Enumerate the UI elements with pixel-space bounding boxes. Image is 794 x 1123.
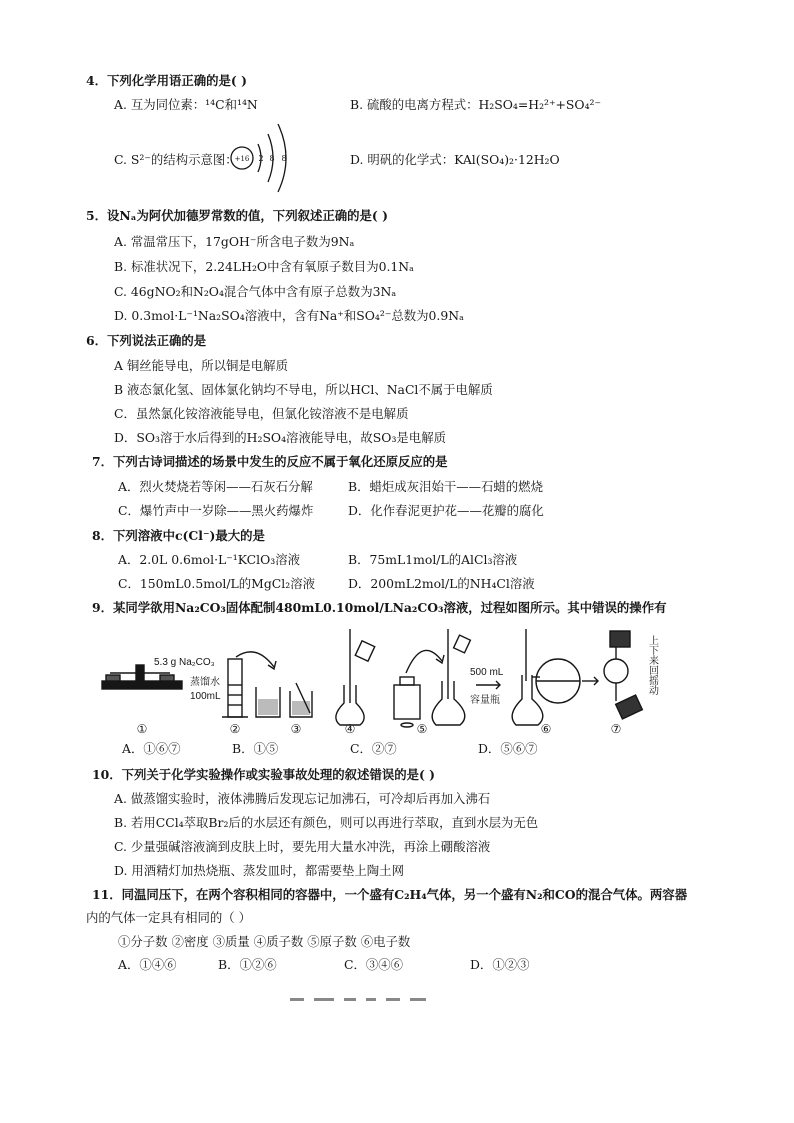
- fig-water-label: 蒸馏水: [190, 677, 220, 688]
- q7-stem: 7．下列古诗词描述的场景中发生的反应不属于氧化还原反应的是: [92, 454, 448, 469]
- q8-stem: 8．下列溶液中c(Cl⁻)最大的是: [92, 528, 265, 543]
- q5-stem: 5．设Nₐ为阿伏加德罗常数的值，下列叙述正确的是( ): [86, 208, 388, 223]
- shell-3-electrons: 8: [281, 154, 287, 163]
- shell-2-electrons: 8: [269, 154, 275, 163]
- q5-option-d: D. 0.3mol·L⁻¹Na₂SO₄溶液中，含有Na⁺和SO₄²⁻总数为0.9Nₐ: [114, 308, 464, 323]
- q10-stem: 10．下列关于化学实验操作或实验事故处理的叙述错误的是( ): [92, 767, 436, 782]
- q5-option-b: B. 标准状况下，2.24LH₂O中含有氧原子数目为0.1Nₐ: [114, 259, 414, 274]
- dropper-flask-icon: [512, 629, 580, 725]
- step-label-5: ⑤: [416, 722, 428, 736]
- q6-option-a: A 铜丝能导电，所以铜是电解质: [114, 358, 288, 373]
- q11-items: ①分子数 ②密度 ③质量 ④质子数 ⑤原子数 ⑥电子数: [118, 934, 411, 949]
- reagent-bottle-icon: [394, 650, 444, 727]
- fig-flask-label-1: 500 mL: [470, 667, 504, 678]
- q4-option-c: C. S²⁻的结构示意图：: [114, 152, 238, 167]
- q6-stem: 6．下列说法正确的是: [86, 333, 207, 348]
- page-footer-cropped: [290, 990, 450, 996]
- step-label-7: ⑦: [610, 722, 622, 736]
- q4-option-a: A. 互为同位素：¹⁴C和¹⁴N: [114, 97, 258, 112]
- q11-option-c: C．③④⑥: [344, 957, 404, 972]
- q10-option-c: C. 少量强碱溶液滴到皮肤上时，要先用大量水冲洗，再涂上硼酸溶液: [114, 839, 491, 854]
- q7-option-b: B．蜡炬成灰泪始干——石蜡的燃烧: [348, 479, 543, 494]
- q7-option-a: A．烈火焚烧若等闲——石灰石分解: [118, 479, 313, 494]
- q8-option-d: D．200mL2mol/L的NH₄Cl溶液: [348, 576, 535, 591]
- q7-option-d: D．化作春泥更护花——花瓣的腐化: [348, 503, 544, 518]
- q8-option-a: A．2.0L 0.6mol·L⁻¹KClO₃溶液: [118, 552, 301, 567]
- q4-option-b: B. 硫酸的电离方程式：H₂SO₄=H₂²⁺+SO₄²⁻: [350, 97, 602, 112]
- step-label-6: ⑥: [540, 722, 552, 736]
- solution-preparation-figure: [96, 625, 666, 737]
- q11-option-d: D．①②③: [470, 957, 530, 972]
- q9-option-d: D．⑤⑥⑦: [478, 741, 538, 756]
- q10-option-b: B. 若用CCl₄萃取Br₂后的水层还有颜色，则可以再进行萃取，直到水层为无色: [114, 815, 539, 830]
- q8-option-b: B．75mL1mol/L的AlCl₃溶液: [348, 552, 518, 567]
- beaker-icon: [256, 687, 280, 717]
- volumetric-flask-icon: [432, 629, 470, 725]
- q4-option-d: D. 明矾的化学式：KAl(SO₄)₂·12H₂O: [350, 152, 560, 167]
- q9-option-b: B．①⑤: [232, 741, 279, 756]
- fig-water-volume: 100mL: [190, 691, 221, 702]
- fig-mass-label: 5.3 g Na₂CO₃: [154, 657, 215, 668]
- q6-option-c: C．虽然氯化铵溶液能导电，但氯化铵溶液不是电解质: [114, 406, 409, 421]
- fig-shake-label: 上下来回摇动: [646, 635, 658, 695]
- q7-option-c: C．爆竹声中一岁除——黑火药爆炸: [118, 503, 314, 518]
- q10-option-d: D. 用酒精灯加热烧瓶、蒸发皿时，都需要垫上陶土网: [114, 863, 404, 878]
- q9-stem: 9．某同学欲用Na₂CO₃固体配制480mL0.10mol/LNa₂CO₃溶液，过程如图所示。其中错误的操作有: [92, 600, 667, 615]
- step-label-3: ③: [290, 722, 302, 736]
- step-label-2: ②: [229, 722, 241, 736]
- q10-option-a: A. 做蒸馏实验时，液体沸腾后发现忘记加沸石，可冷却后再加入沸石: [114, 791, 491, 806]
- q8-option-c: C．150mL0.5mol/L的MgCl₂溶液: [118, 576, 315, 591]
- q5-option-a: A. 常温常压下，17gOH⁻所含电子数为9Nₐ: [114, 234, 355, 249]
- q11-stem-line-1: 11．同温同压下，在两个容积相同的容器中，一个盛有C₂H₄气体，另一个盛有N₂和CO的混合气体。两容器: [92, 887, 688, 902]
- q5-option-c: C. 46gNO₂和N₂O₄混合气体中含有原子总数为3Nₐ: [114, 284, 397, 299]
- q9-option-a: A．①⑥⑦: [122, 741, 181, 756]
- nucleus-charge: +16: [234, 155, 250, 163]
- q11-option-a: A．①④⑥: [118, 957, 177, 972]
- stirring-beaker-icon: [290, 683, 312, 717]
- q4-stem: 4．下列化学用语正确的是( ): [86, 73, 247, 88]
- balance-icon: [102, 665, 182, 689]
- sulfide-ion-structure-diagram: [228, 120, 308, 196]
- volumetric-flask-pour-icon: [336, 629, 375, 725]
- q11-option-b: B．①②⑥: [218, 957, 277, 972]
- shell-1-electrons: 2: [258, 154, 264, 163]
- step-label-4: ④: [344, 722, 356, 736]
- q11-stem-line-2: 内的气体一定具有相同的（ ）: [86, 910, 252, 925]
- q6-option-d: D．SO₃溶于水后得到的H₂SO₄溶液能导电，故SO₃是电解质: [114, 430, 446, 445]
- fig-flask-label-2: 容量瓶: [470, 695, 500, 706]
- q6-option-b: B 液态氯化氢、固体氯化钠均不导电，所以HCl、NaCl不属于电解质: [114, 382, 493, 397]
- shaking-flask-icon: [604, 631, 642, 719]
- step-label-1: ①: [136, 722, 148, 736]
- q9-option-c: C．②⑦: [350, 741, 397, 756]
